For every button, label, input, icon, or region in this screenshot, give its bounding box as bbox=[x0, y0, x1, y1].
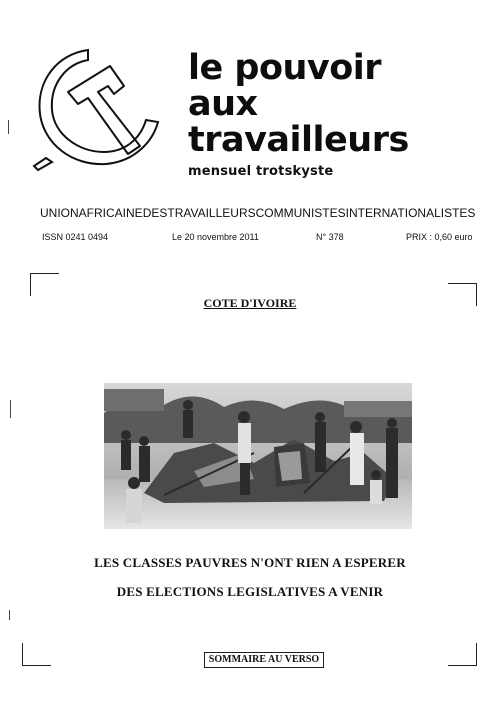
crop-mark-top-left bbox=[30, 273, 59, 296]
issue-price: PRIX : 0,60 euro bbox=[406, 232, 473, 242]
crop-mark-bottom-right bbox=[448, 643, 477, 666]
issue-date: Le 20 novembre 2011 bbox=[172, 232, 259, 242]
headline-line2: DES ELECTIONS LEGISLATIVES A VENIR bbox=[116, 584, 384, 599]
photo-crowd-ruins-image bbox=[104, 383, 412, 529]
masthead-title-line1: le pouvoir bbox=[188, 48, 382, 88]
masthead-subtitle: mensuel trotskyste bbox=[188, 164, 334, 179]
section-heading bbox=[0, 296, 500, 311]
masthead-title-line2: aux bbox=[188, 84, 258, 124]
issn-number: ISSN 0241 0494 bbox=[42, 232, 109, 242]
issue-number: N° 378 bbox=[316, 232, 344, 242]
summary-box bbox=[204, 652, 324, 668]
organization-name bbox=[40, 206, 476, 220]
organization-word: COMMUNISTES bbox=[255, 206, 346, 220]
scan-speck bbox=[9, 610, 10, 620]
crop-mark-bottom-left bbox=[22, 643, 51, 666]
hammer-and-sickle-icon bbox=[28, 40, 166, 172]
masthead-title-line3: travailleurs bbox=[188, 120, 409, 160]
summary-label: SOMMAIRE AU VERSO bbox=[208, 654, 320, 665]
organization-word: DES bbox=[142, 206, 168, 220]
organization-word: UNION bbox=[40, 206, 79, 220]
organization-word: AFRICAINE bbox=[78, 206, 143, 220]
organization-word: TRAVAILLEURS bbox=[167, 206, 256, 220]
section-label: COTE D'IVOIRE bbox=[203, 296, 297, 310]
headline-line1: LES CLASSES PAUVRES N'ONT RIEN A ESPERER bbox=[94, 555, 406, 570]
scan-speck bbox=[10, 400, 11, 418]
news-photo bbox=[104, 383, 412, 529]
organization-word: INTERNATIONALISTES bbox=[345, 206, 476, 220]
scan-speck bbox=[8, 120, 9, 134]
